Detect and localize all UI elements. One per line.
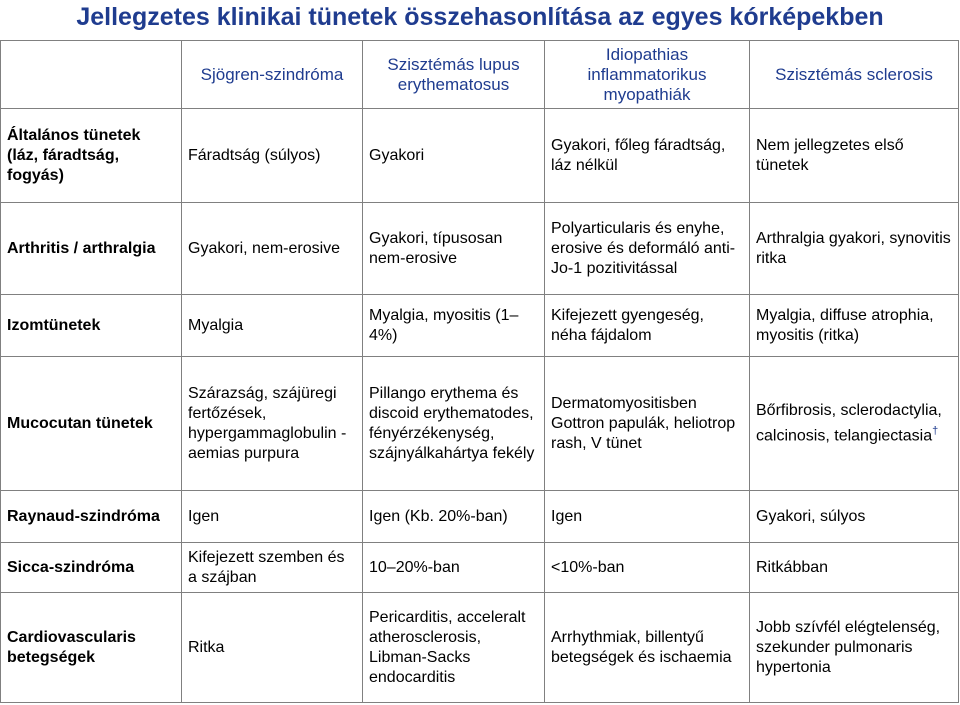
table-cell: Arthralgia gyakori, synovitis ritka	[750, 203, 959, 295]
column-header: Sjögren-szindróma	[182, 41, 363, 109]
row-header: Mucocutan tünetek	[1, 357, 182, 491]
table-cell: Gyakori, nem-erosive	[182, 203, 363, 295]
comparison-table	[0, 40, 959, 703]
column-header: Szisztémás lupus erythematosus	[363, 41, 545, 109]
table-cell: Gyakori, típusosan nem-erosive	[363, 203, 545, 295]
table-cell: Dermatomyositisben Gottron papulák, heliotrop rash, V tünet	[545, 357, 750, 491]
table-cell: Igen (Kb. 20%-ban)	[363, 491, 545, 543]
table-cell	[750, 357, 959, 491]
table-cell: Arrhythmiak, billentyű betegségek és ischaemia	[545, 593, 750, 703]
cell-text: Bőrfibrosis, sclerodactylia, calcinosis, telangiectasia	[756, 401, 942, 445]
page-title: Jellegzetes klinikai tünetek összehasonlítása az egyes kórképekben	[76, 3, 884, 31]
corner-cell	[1, 41, 182, 109]
row-header: Arthritis / arthralgia	[1, 203, 182, 295]
table-cell: Nem jellegzetes első tünetek	[750, 109, 959, 203]
table-cell: Gyakori, főleg fáradtság, láz nélkül	[545, 109, 750, 203]
table-row	[1, 109, 959, 203]
table-cell: Myalgia, diffuse atrophia, myositis (ritka)	[750, 295, 959, 357]
table-cell: <10%-ban	[545, 543, 750, 593]
column-header: Szisztémás sclerosis	[750, 41, 959, 109]
table-cell: Igen	[182, 491, 363, 543]
table-cell: Jobb szívfél elégtelenség, szekunder pulmonaris hypertonia	[750, 593, 959, 703]
table-cell: Myalgia, myositis (1–4%)	[363, 295, 545, 357]
table-row	[1, 491, 959, 543]
header-row	[1, 41, 959, 109]
table-cell: Szárazság, szájüregi fertőzések, hypergammaglobulin -aemias purpura	[182, 357, 363, 491]
dagger-footnote-mark: †	[932, 424, 939, 437]
table-cell: Gyakori, súlyos	[750, 491, 959, 543]
table-row	[1, 593, 959, 703]
row-header: Raynaud-szindróma	[1, 491, 182, 543]
table-cell: Fáradtság (súlyos)	[182, 109, 363, 203]
table-row	[1, 203, 959, 295]
table-cell: Kifejezett szemben és a szájban	[182, 543, 363, 593]
row-header: Általános tünetek (láz, fáradtság, fogyás)	[1, 109, 182, 203]
table-row	[1, 543, 959, 593]
table-cell: Myalgia	[182, 295, 363, 357]
column-header: Idiopathias inflammatorikus myopathiák	[545, 41, 750, 109]
table-cell: 10–20%-ban	[363, 543, 545, 593]
table-cell: Gyakori	[363, 109, 545, 203]
table-cell: Pericarditis, acceleralt atherosclerosis, Libman-Sacks endocarditis	[363, 593, 545, 703]
table-cell: Ritka	[182, 593, 363, 703]
table-cell: Ritkábban	[750, 543, 959, 593]
table-row	[1, 357, 959, 491]
row-header: Izomtünetek	[1, 295, 182, 357]
row-header: Cardiovascularis betegségek	[1, 593, 182, 703]
row-header: Sicca-szindróma	[1, 543, 182, 593]
table-cell: Igen	[545, 491, 750, 543]
table-cell: Polyarticularis és enyhe, erosive és deformáló anti-Jo-1 pozitivitással	[545, 203, 750, 295]
table-cell: Pillango erythema és discoid erythematodes, fényérzékenység, szájnyálkahártya fekély	[363, 357, 545, 491]
table-cell: Kifejezett gyengeség, néha fájdalom	[545, 295, 750, 357]
table-row	[1, 295, 959, 357]
